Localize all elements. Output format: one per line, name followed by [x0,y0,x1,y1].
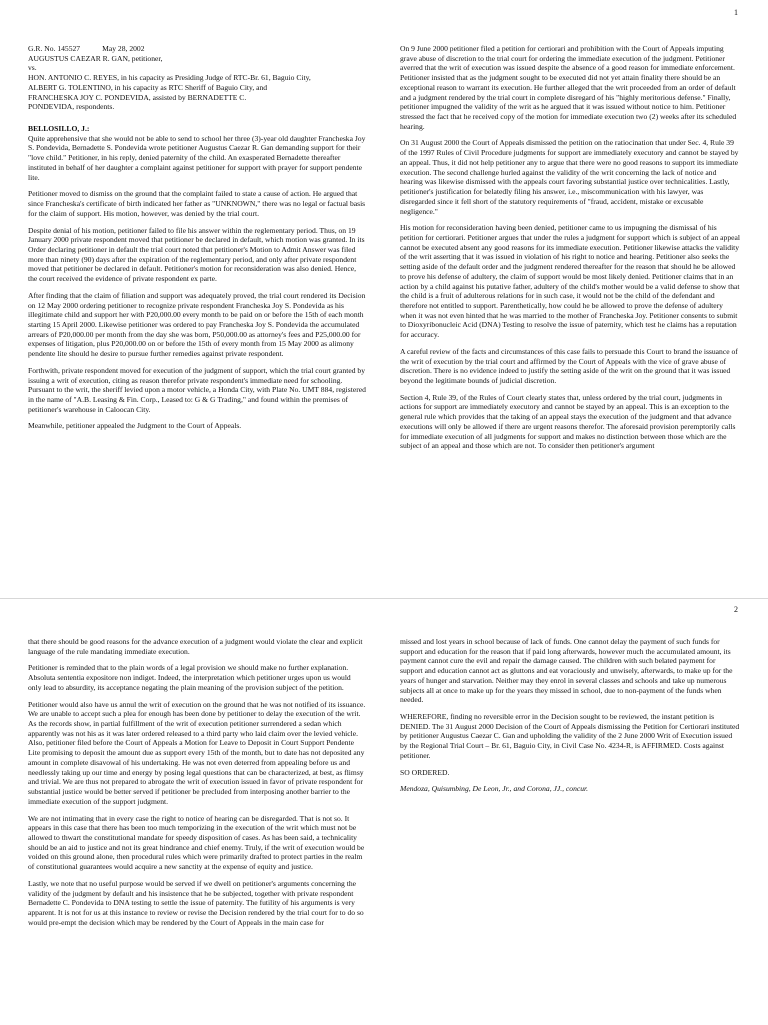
paragraph: Quite apprehensive that she would not be able to send to school her three (3)-year old daughter Francheska Joy S. Pondevida, Bernadette S. Pondevida wrote petitioner Augustus Caezar R. Gan demanding support for their "love child." Petitioner, in his reply, denied paternity of the child. An exasperated Bernadette thereafter instituted in behalf of her daughter a complaint against petitioner for support with prayer for support pendente lite. [28,133,366,182]
party-line: vs. [28,63,37,73]
document-page-2 [0,598,768,1025]
case-header [28,44,366,54]
ponente: BELLOSILLO, J.: [28,124,90,134]
paragraph: Meanwhile, petitioner appealed the Judgment to the Court of Appeals. [28,421,242,431]
paragraph: WHEREFORE, finding no reversible error in the Decision sought to be reviewed, the instant petition is DENIED. The 31 August 2000 Decision of the Court of Appeals dismissing the Petition for Certiorari instituted by petitioner Augustus Caezar C. Gan and upholding the validity of the 2 June 2000 Writ of Execution issued by the Regional Trial Court – Br. 61, Baguio City, in Civil Case No. 4234-R, is AFFIRMED. Costs against petitioner. [400,712,740,760]
paragraph: that there should be good reasons for the advance execution of a judgment would violate the clear and explicit language of the rule mandating immediate execution. [28,637,363,656]
concurrence: Mendoza, Quisumbing, De Leon, Jr., and Corona, JJ., concur. [400,784,589,794]
party-line: FRANCHESKA JOY C. PONDEVIDA, assisted by BERNADETTE C. [28,92,247,102]
party-line: AUGUSTUS CAEZAR R. GAN, petitioner, [28,53,163,63]
right-column [400,44,740,458]
party-line: PONDEVIDA, respondents. [28,102,115,112]
paragraph: SO ORDERED. [400,767,450,777]
paragraph: Section 4, Rule 39, of the Rules of Court clearly states that, unless ordered by the trial court, judgments in actions for support are immediately executory and cannot be stayed by an appeal. This is an exception to the general rule which provides that the taking of an appeal stays the execution of the judgment and that advance executions will only be allowed if there are urgent reasons therefor. The aforesaid provision peremptorily calls for immediate execution of all judgments for support and makes no distinction between those which are the subject of an appeal and those which are not. To consider then petitioner's argument [400,392,736,451]
paragraph: Petitioner is reminded that to the plain words of a legal provision we should make no further explanation. Absoluta sententia expositore non indiget. Indeed, the interpretation which petitioner urges upon us would only lead to absurdity, its acceptance negating the plain meaning of the provision subject of the petition. [28,663,351,692]
paragraph: After finding that the claim of filiation and support was adequately proved, the trial court rendered its Decision on 12 May 2000 ordering petitioner to recognize private respondent Francheska Joy S. Pondevida as his illegitimate child and support her with P20,000.00 every month to be paid on or before the 15th of each month starting 15 April 2000. Likewise petitioner was ordered to pay Francheska Joy S. Pondevida the accumulated arrears of P20,000.00 per month from the day she was born, P50,000.00 as attorney's fees and P25,000.00 for expenses of litigation, plus P20,000.00 on or before the 15th of every month from 15 May 2000 as alimony pendente lite should he desire to pursue further remedies against private respondent. [28,290,366,359]
case-caption [28,44,366,134]
page-number: 2 [734,605,738,614]
party-line: ALBERT G. TOLENTINO, in his capacity as RTC Sheriff of Baguio City, and [28,82,268,92]
right-column [400,637,740,801]
paragraph: Despite denial of his motion, petitioner failed to file his answer within the reglementary period. Thus, on 19 January 2000 private respondent moved that petitioner be declared in default, which motion was granted. In its Order declaring petitioner in default the trial court noted that petitioner's Motion to Admit Answer was filed more than ninety (90) days after the expiration of the reglementary period, and only after private respondent moved that petitioner be declared in default. Petitioner's motion for reconsideration was also denied. Hence, the court received the evidence of private respondent ex parte. [28,225,365,284]
paragraph: On 9 June 2000 petitioner filed a petition for certiorari and prohibition with the Court of Appeals imputing grave abuse of discretion to the trial court for ordering the immediate execution of the judgment. Petitioner averred that the writ of execution was issued despite the absence of a good reason for immediate enforcement. Petitioner insisted that as the judgment sought to be executed did not yet attain finality there should be an exceptional reason to warrant its execution. He further alleged that the writ proceeded from an order of default and a judgment rendered by the trial court in complete disregard of his "highly meritorious defense." Finally, petitioner impugned the validity of the writ as he argued that it was issued without notice to him. Petitioner stressed the fact that he received copy of the motion for immediate execution two (2) weeks after its scheduled hearing. [400,44,737,131]
paragraph: A careful review of the facts and circumstances of this case fails to persuade this Court to brand the issuance of the writ of execution by the trial court and affirmed by the Court of Appeals with the vice of grave abuse of discretion. There is no evidence indeed to justify the setting aside of the writ on the ground that it was issued beyond the legitimate bounds of judicial discretion. [400,346,738,385]
paragraph: On 31 August 2000 the Court of Appeals dismissed the petition on the ratiocination that under Sec. 4, Rule 39 of the 1997 Rules of Civil Procedure judgments for support are immediately executory and cannot be stayed by an appeal. Thus, it did not help petitioner any to argue that there were no good reasons to support its immediate execution. The second challenge hurled against the validity of the writ concerning the lack of notice and hearing was likewise dismissed with the appeals court favoring substantial justice over technicalities. Lastly, petitioner's justification for belatedly filing his answer, i.e., miscommunication with his lawyer, was disregarded since it fell short of the statutory requirements of "fraud, accident, mistake or excusable negligence." [400,138,739,216]
paragraph: Petitioner would also have us annul the writ of execution on the ground that he was not notified of its issuance. We are unable to accept such a plea for enough has been done by petitioner to delay the execution of the writ. As the records show, in partial fulfillment of the writ of execution petitioner surrendered a sedan which apparently was not his as it was later ordered released to a third party who laid claim over the levied vehicle. Also, petitioner filed before the Court of Appeals a Motion for Leave to Deposit in Court Support Pendente Lite promising to deposit the amount due as support every 15th of the month, but to date has not deposited any amount in complete disavowal of his undertaking. He was not even deterred from appealing before us and needlessly taking up our time and energy by posing legal questions that can be characterized, at best, as flimsy and trivial. We are thus not prepared to abrogate the writ of execution issued in favor of private respondent for substantial justice would be better served if petitioner be precluded from interposing another barrier to the immediate execution of the support judgment. [28,699,366,806]
paragraph: Lastly, we note that no useful purpose would be served if we dwell on petitioner's arguments concerning the validity of the judgment by default and his insistence that he be subjected, together with private respondent Bernadette C. Pondevida to DNA testing to settle the issue of paternity. The futility of his arguments is very apparent. It is not for us at this instance to review or revise the Decision rendered by the trial court for to do so would pre-empt the decision which may be rendered by the Court of Appeals in the main case for [28,878,364,927]
paragraph: Forthwith, private respondent moved for execution of the judgment of support, which the trial court granted by issuing a writ of execution, citing as reason therefor private respondent's immediate need for schooling. Pursuant to the writ, the sheriff levied upon a motor vehicle, a Honda City, with Plate No. UMT 884, registered in the name of "A.B. Leasing & Fin. Corp., Leased to: G & G Trading," and found within the premises of petitioner's warehouse in Caloocan City. [28,365,366,414]
paragraph: Petitioner moved to dismiss on the ground that the complaint failed to state a cause of action. He argued that since Francheska's certificate of birth indicated her father as "UNKNOWN," there was no legal or factual basis for the claim of support. His motion, however, was denied by the trial court. [28,189,366,218]
gr-number: G.R. No. 145527 [28,44,81,53]
left-column [28,44,366,438]
paragraph: missed and lost years in school because of lack of funds. One cannot delay the payment of such funds for support and education for the reason that if paid long afterwards, however much the accumulated amount, its payment cannot cure the evil and repair the damage caused. The children with such belated payment for support and education cannot act as gluttons and eat voraciously and unwisely, afterwards, to make up for the years of hunger and starvation. Neither may they enrol in several classes and schools and take up numerous subjects all at once to make up for the years they missed in school, due to non-payment of the funds when needed. [400,637,733,705]
party-line: HON. ANTONIO C. REYES, in his capacity as Presiding Judge of RTC-Br. 61, Baguio City, [28,73,311,83]
party-list [28,54,366,112]
case-date: May 28, 2002 [102,44,145,53]
page-number: 1 [734,8,738,17]
left-column [28,637,366,934]
paragraph: We are not intimating that in every case the right to notice of hearing can be disregarded. That is not so. It appears in this case that there has been too much temporizing in the execution of the writ which must not be allowed to thwart the constitutional mandate for speedy disposition of cases. As has been said, a technicality should be an aid to justice and not its great hindrance and chief enemy. Truly, if the writ of execution would be voided on this ground alone, then procedural rules which were primarily drafted to protect parties in the realm of constitutional guarantees would acquire a new sanctity at the expense of equity and justice. [28,813,365,872]
paragraph: His motion for reconsideration having been denied, petitioner came to us impugning the dismissal of his petition for certiorari. Petitioner argues that under the rules a judgment for support which is subject of an appeal cannot be executed absent any good reasons for its immediate execution. Petitioner likewise attacks the validity of the writ asserting that it was issued in violation of his right to notice and hearing. Petitioner also seeks the setting aside of the default order and the judgment rendered thereafter for the reason that should he be allowed to prove his defense of adultery, the claim of support would be most likely denied. Petitioner claims that in an action by a child against his putative father, adultery of the child's mother would be a valid defense to show that the child is a fruit of adulterous relations for in such case, it would not be the child of the defendant and therefore not entitled to support. Parenthetically, how could he be allowed to prove the defense of adultery when it was not even hinted that he was married to the mother of Francheska Joy. Petitioner consents to submit to Dioxyribonucleic Acid (DNA) Testing to resolve the issue of paternity, which test he claims has a reputation for accuracy. [400,223,741,340]
